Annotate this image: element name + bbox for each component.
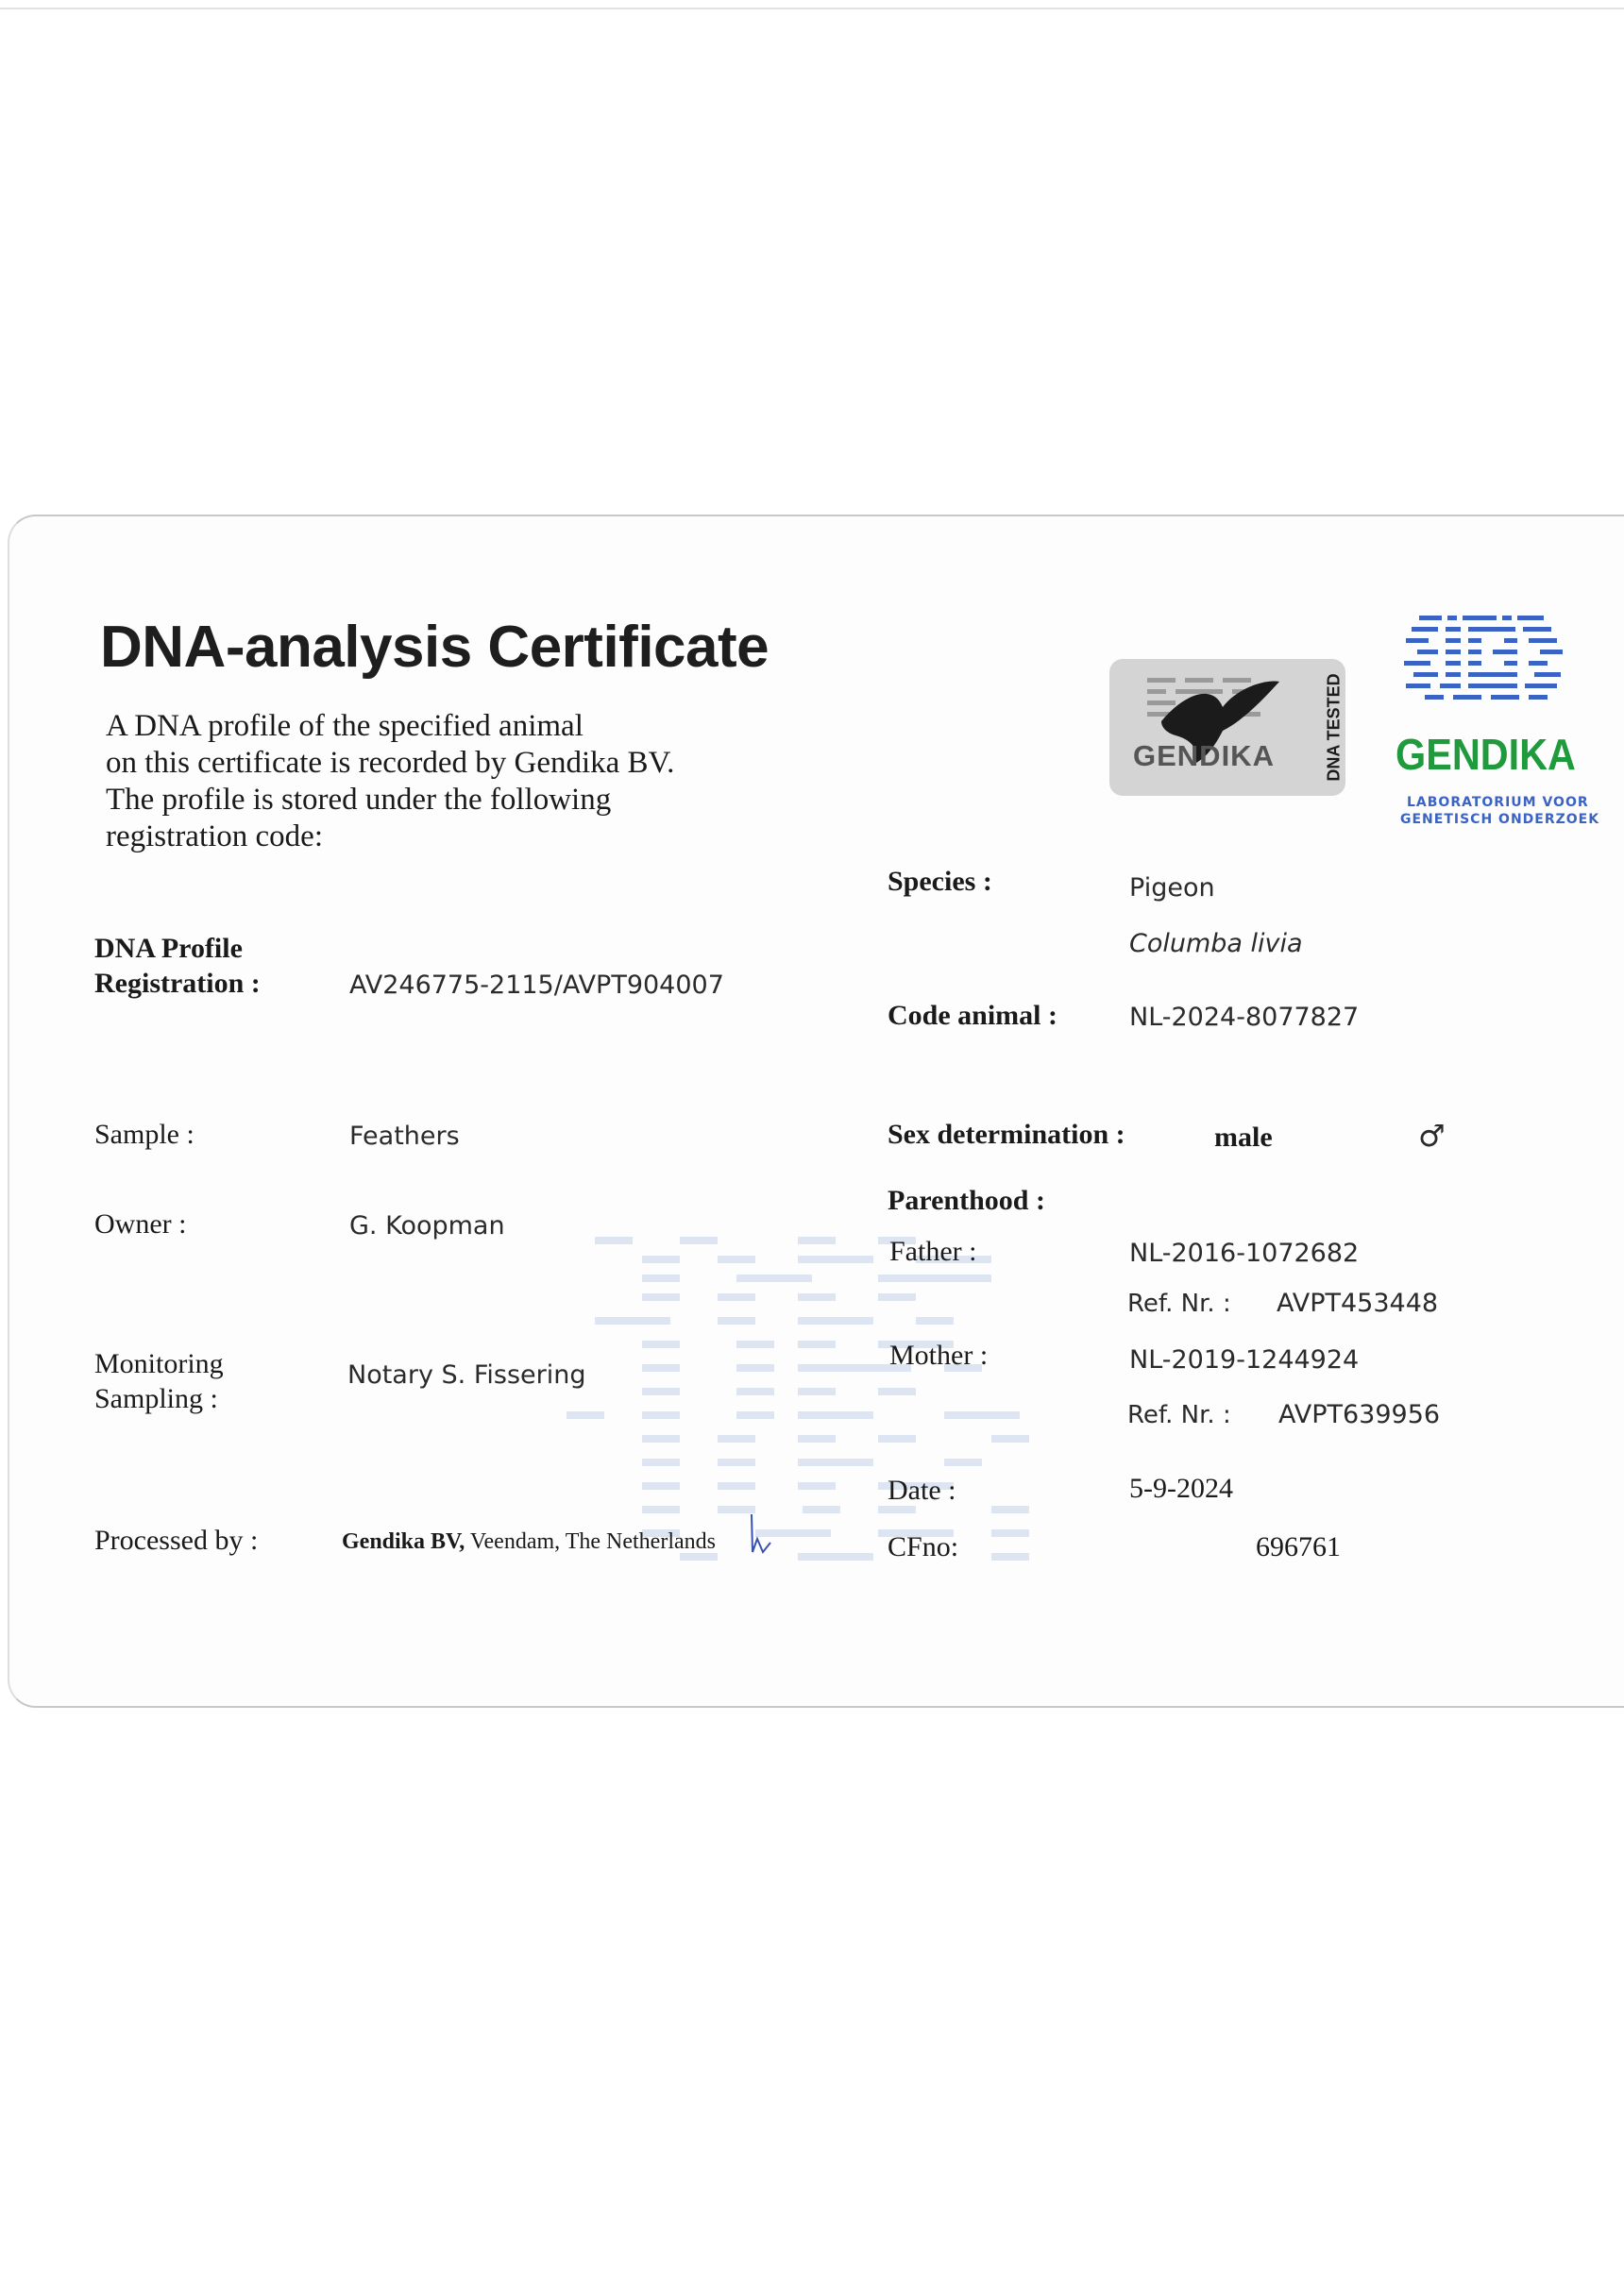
- mother-ref-label: Ref. Nr. :: [1127, 1401, 1231, 1429]
- monitoring-label-line: Monitoring: [94, 1348, 224, 1379]
- father-ref-label: Ref. Nr. :: [1127, 1290, 1231, 1318]
- processed-label: Processed by :: [94, 1525, 259, 1556]
- parenthood-label: Parenthood :: [888, 1185, 1045, 1216]
- sample-value: Feathers: [349, 1122, 460, 1151]
- badge-brand-text: GENDIKA: [1133, 739, 1275, 772]
- code-animal-value: NL-2024-8077827: [1129, 1003, 1360, 1032]
- sample-label: Sample :: [94, 1119, 195, 1150]
- intro-text: [106, 708, 674, 855]
- pen-mark: [744, 1511, 776, 1558]
- sex-determination-label: Sex determination :: [888, 1119, 1125, 1150]
- code-animal-label: Code animal :: [888, 1000, 1057, 1031]
- mother-ref-value: AVPT639956: [1278, 1400, 1441, 1429]
- dna-profile-label-line: DNA Profile: [94, 933, 243, 964]
- gendika-logo-tagline-1: LABORATORIUM VOOR: [1407, 795, 1589, 810]
- male-symbol-icon: ♂: [1418, 1118, 1446, 1154]
- dna-tested-badge: [1109, 659, 1345, 796]
- date-label: Date :: [888, 1475, 956, 1506]
- certificate-title: DNA-analysis Certificate: [100, 615, 770, 680]
- species-common-value: Pigeon: [1129, 873, 1215, 903]
- mother-label: Mother :: [889, 1340, 989, 1371]
- species-latin-value: Columba livia: [1129, 929, 1303, 958]
- owner-value: G. Koopman: [349, 1211, 505, 1241]
- gendika-logo-name: GENDIKA: [1396, 730, 1576, 779]
- gendika-logo-tagline-2: GENETISCH ONDERZOEK: [1400, 812, 1600, 827]
- intro-line: A DNA profile of the specified animal: [106, 709, 584, 743]
- monitoring-label-line: Sampling :: [94, 1383, 218, 1414]
- date-value: 5-9-2024: [1129, 1473, 1233, 1504]
- processed-value: [342, 1529, 716, 1555]
- monitoring-label: [94, 1346, 224, 1416]
- dna-profile-value: AV246775-2115/AVPT904007: [349, 971, 724, 1000]
- intro-line: The profile is stored under the following: [106, 783, 612, 817]
- processed-company: Gendika BV,: [342, 1529, 465, 1554]
- intro-line: registration code:: [106, 819, 324, 853]
- gendika-logo-icon: [1402, 612, 1572, 725]
- cfno-value: 696761: [1256, 1531, 1341, 1562]
- father-label: Father :: [889, 1236, 977, 1267]
- mother-value: NL-2019-1244924: [1129, 1345, 1360, 1375]
- dna-profile-label-line: Registration :: [94, 968, 261, 999]
- processed-location: Veendam, The Netherlands: [465, 1529, 716, 1554]
- intro-line: on this certificate is recorded by Gendika BV.: [106, 746, 675, 780]
- cfno-label: CFno:: [888, 1531, 959, 1562]
- scan-edge-line: [0, 8, 1624, 9]
- sex-value: male: [1214, 1122, 1273, 1153]
- father-value: NL-2016-1072682: [1129, 1239, 1360, 1268]
- father-ref-value: AVPT453448: [1277, 1289, 1439, 1318]
- dna-profile-label: [94, 931, 261, 1001]
- species-label: Species :: [888, 866, 992, 897]
- owner-label: Owner :: [94, 1208, 187, 1240]
- monitoring-value: Notary S. Fissering: [347, 1360, 586, 1390]
- badge-side-text: DNA TESTED: [1324, 673, 1344, 782]
